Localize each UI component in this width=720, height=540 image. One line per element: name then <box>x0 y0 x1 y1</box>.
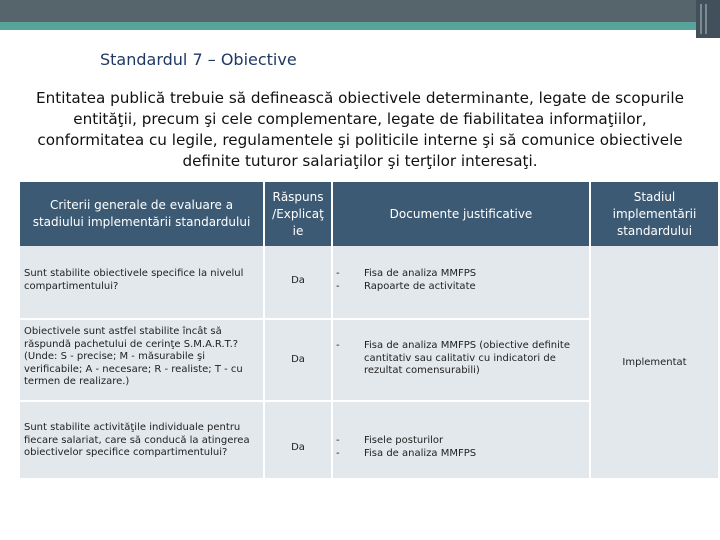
header-criteria: Criterii generale de evaluare a stadiului implementării standardului <box>20 182 263 246</box>
bullet: - <box>336 340 340 351</box>
document-item: Fisa de analiza MMFPS (obiective definite cantitativ sau calitativ cu indicatori de rezultat comensurabili) <box>364 340 571 376</box>
column-divider <box>589 246 591 478</box>
document-item: Fisa de analiza MMFPS <box>364 448 477 459</box>
evaluation-table <box>20 182 718 478</box>
table-row <box>20 320 591 400</box>
answer-cell: Da <box>291 354 305 365</box>
criterion-cell: Sunt stabilite obiectivele specifice la nivelul compartimentului? <box>24 268 244 292</box>
bullet: - <box>336 448 340 459</box>
criterion-cell: Obiectivele sunt astfel stabilite încât să răspundă pachetului de cerinţe S.M.A.R.T.? (Unde: S - precise; M - măsurabile şi verificabile; A - necesare; R - realiste; T - cu termen de realizare.) <box>24 326 243 387</box>
accent-band <box>0 22 720 30</box>
column-divider <box>263 246 265 478</box>
bullet: - <box>336 281 340 292</box>
column-divider <box>331 246 333 478</box>
document-item: Rapoarte de activitate <box>364 281 476 292</box>
table-row <box>20 246 591 318</box>
header-status: Stadiul implementării standardului <box>591 182 718 246</box>
answer-cell: Da <box>291 275 305 286</box>
document-item: Fisele posturilor <box>364 435 444 446</box>
header-documents: Documente justificative <box>333 182 589 246</box>
status-cell <box>591 246 718 478</box>
header-band <box>0 0 720 22</box>
document-item: Fisa de analiza MMFPS <box>364 268 477 279</box>
corner-decoration <box>696 0 720 38</box>
header-answer: Răspuns /Explicaţ ie <box>265 182 331 246</box>
slide-title: Standardul 7 – Obiective <box>100 50 297 69</box>
status-value: Implementat <box>622 356 687 368</box>
answer-cell: Da <box>291 442 305 453</box>
criterion-cell: Sunt stabilite activităţile individuale pentru fiecare salariat, care să conducă la atingerea obiectivelor specifice compartimentului? <box>24 422 250 458</box>
intro-paragraph: Entitatea publică trebuie să definească obiectivele determinante, legate de scopurile entităţii, precum şi cele complementare, legate de fiabilitatea informaţiilor, conformitatea cu legile, regulamentele şi politicile interne şi să comunice obiectivele definite tuturor salariaţilor şi terţilor interesaţi. <box>36 89 684 170</box>
table-row <box>20 402 591 478</box>
bullet: - <box>336 268 340 279</box>
bullet: - <box>336 435 340 446</box>
